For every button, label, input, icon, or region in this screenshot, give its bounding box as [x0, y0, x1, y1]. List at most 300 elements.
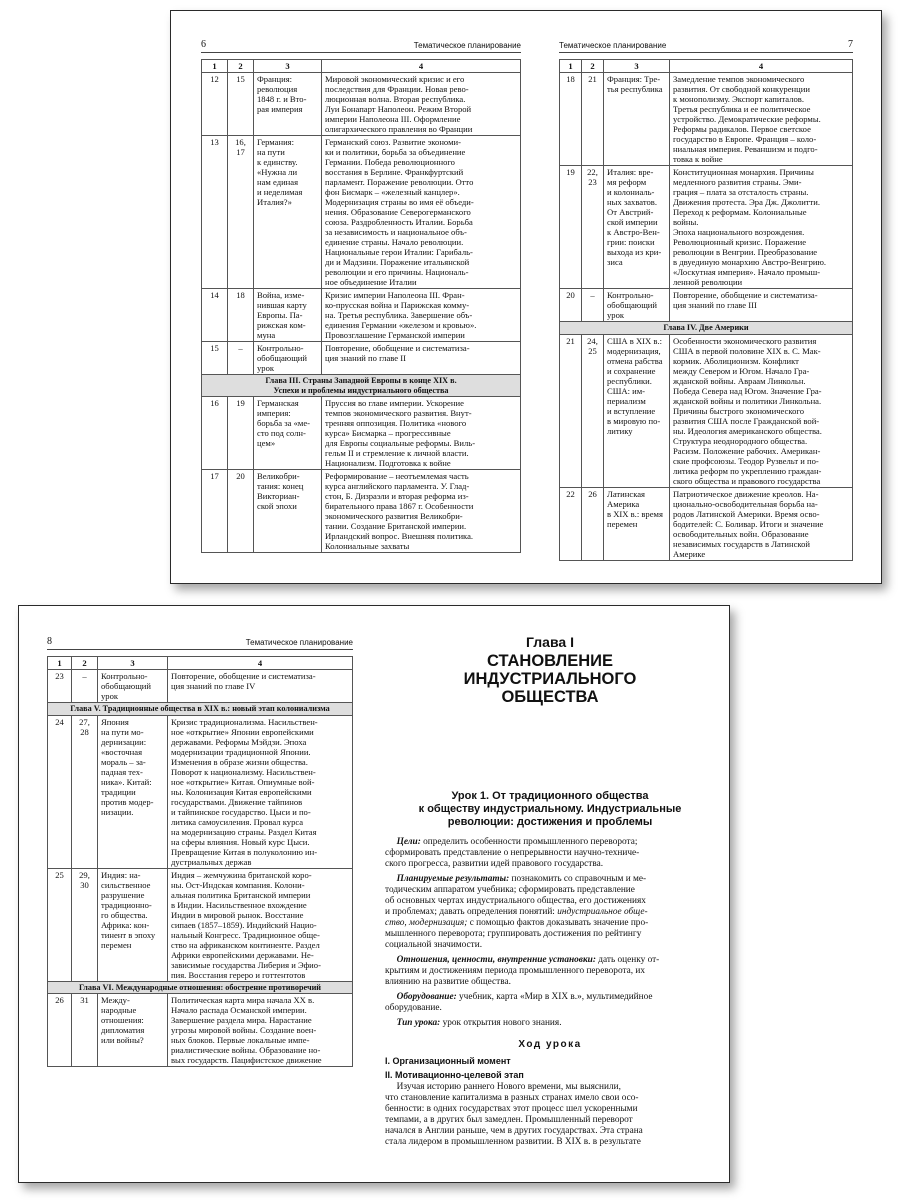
topic-line: и сохранение	[607, 365, 656, 376]
content-line: угрозы мировой войны. Создание воен-	[171, 1025, 317, 1035]
content-line: Третья республика и ее политическое	[673, 104, 811, 114]
values-line: дать оценку от-	[598, 955, 660, 965]
content-line: Индии в мировой рынок. Восстание	[171, 909, 304, 920]
topic-line: на пути мо-	[101, 726, 144, 737]
page-8	[47, 636, 353, 1067]
table-row	[202, 342, 521, 375]
content-cell	[670, 487, 853, 560]
lesson-number: 21	[582, 73, 604, 166]
topic-line: От Австрий-	[607, 207, 654, 217]
topic-line: периализм	[607, 395, 646, 406]
body-line: стала лидером в промышленном развитии. В XIX в. в результате	[385, 1137, 641, 1147]
chapter-title-line: ОБЩЕСТВА	[501, 688, 599, 706]
topic-cell	[98, 868, 168, 981]
topic-line: народные	[101, 1005, 137, 1015]
content-cell	[670, 73, 853, 166]
topic-line: дипломатия	[101, 1025, 145, 1035]
topic-line: традиции	[101, 786, 136, 797]
plan-table	[559, 59, 853, 561]
lesson-number: 26	[582, 487, 604, 560]
topic-line: Япония	[101, 716, 129, 727]
column-header: 1	[202, 60, 228, 73]
content-line: тании. Создание Британской империи.	[325, 521, 467, 531]
content-cell	[322, 397, 521, 470]
topic-cell	[98, 715, 168, 868]
content-line: Повторение, обобщение и систематиза-	[673, 290, 818, 300]
topic-line: падная тех-	[101, 766, 143, 777]
chapter-title	[385, 652, 715, 706]
content-line: государство в Европе. Франция – коло-	[673, 134, 817, 144]
topic-line: и неделимая	[257, 187, 303, 197]
chapter-cell	[48, 981, 353, 994]
row-number: 12	[202, 73, 228, 136]
content-line: Мировой экономический кризис и его	[325, 74, 465, 84]
topic-line: перемен	[101, 939, 132, 950]
content-line: Революционный кризис. Поражение	[673, 237, 807, 247]
topic-line: Германия:	[257, 137, 295, 147]
column-header: 2	[582, 60, 604, 73]
results-line: тодическим аппаратом учебника; сформировать представление	[385, 885, 635, 895]
values-label: Отношения, ценности, внутренние установки:	[396, 955, 596, 965]
content-line: Начало распада Османской империи.	[171, 1005, 307, 1015]
topic-line: го общества.	[101, 909, 148, 920]
topic-line: рижская ком-	[257, 320, 306, 330]
content-line: ны. Ост-Индская компания. Колони-	[171, 879, 305, 890]
running-header	[47, 636, 353, 650]
lesson-number: –	[582, 289, 604, 322]
page-number: 7	[848, 39, 853, 50]
column-header: 1	[560, 60, 582, 73]
section-heading: II. Мотивационно-целевой этап	[385, 1070, 524, 1080]
column-header: 3	[604, 60, 670, 73]
table-row	[560, 334, 853, 487]
chapter-cell	[560, 322, 853, 335]
content-line: парламент. Поражение революции. Отто	[325, 177, 474, 187]
content-line: ство на африканском континенте. Раздел	[171, 939, 320, 950]
content-line: Превращение Китая в полуколонию ин-	[171, 846, 318, 857]
content-line: единение страны. Начало революции.	[325, 237, 464, 247]
running-title: Тематическое планирование	[245, 638, 353, 647]
results-term: индустриальное обще-	[557, 907, 648, 917]
topic-line: к единству.	[257, 157, 298, 167]
topic-line: борьба за «ме-	[257, 418, 310, 428]
topic-line: Контрольно-	[101, 671, 148, 681]
content-line: Германии. Победа революционного	[325, 157, 455, 167]
content-line: Движения протеста. Эра Дж. Джолитти.	[673, 197, 821, 207]
topic-line: Великобри-	[257, 471, 300, 481]
topic-line: Америка	[607, 498, 640, 509]
content-line: ция знаний по главе IV	[171, 681, 256, 691]
content-line: и тайпинское государство. Цыси и по-	[171, 806, 311, 817]
content-cell	[168, 994, 353, 1067]
topic-line: грии: поиски	[607, 237, 655, 247]
topic-line: в XIX в.: время	[607, 508, 663, 519]
topic-line: зиса	[607, 257, 623, 267]
results-line: познакомить со справочным и ме-	[511, 874, 647, 884]
topic-cell	[604, 289, 670, 322]
body-line	[385, 1082, 715, 1093]
goals-line: ского прогресса, развитии идей правового государства.	[385, 859, 604, 869]
content-line: темпов экономического развития. Внут-	[325, 408, 472, 418]
content-line: Расизм. Положение рабочих. Американ-	[673, 445, 821, 456]
body-line: бенности: в одних государствах этот процесс шел ускоренными	[385, 1104, 638, 1114]
content-line: риалистические войны. Образование но-	[171, 1045, 321, 1055]
content-line: революции в Венгрии. Преобразование	[673, 247, 818, 257]
content-line: грация – плата за отсталость страны.	[673, 187, 809, 197]
chapter-title-line: ИНДУСТРИАЛЬНОГО	[463, 670, 637, 688]
goals-line: сформировать представление о непрерывности научно-техниче-	[385, 848, 640, 858]
topic-line: «Нужна ли	[257, 167, 298, 177]
topic-line: нившая карту	[257, 300, 307, 310]
content-cell	[168, 868, 353, 981]
plan-table	[201, 59, 521, 553]
content-line: развития США после Гражданской вой-	[673, 415, 820, 426]
content-line: на модернизацию страны. Раздел Китая	[171, 826, 317, 837]
topic-line: Индия: на-	[101, 869, 141, 880]
topic-line: ника». Китай:	[101, 776, 152, 787]
lesson-number: –	[228, 342, 254, 375]
lesson-number: 16, 17	[228, 136, 254, 289]
running-header	[559, 39, 853, 53]
topic-line: сильственное	[101, 879, 151, 890]
chapter-row	[202, 375, 521, 397]
content-line: Луи Бонапарт Наполеон. Режим Второй	[325, 104, 472, 114]
chapter-cell	[202, 375, 521, 397]
topic-line: цем»	[257, 438, 276, 448]
topic-line: Латинская	[607, 488, 646, 499]
table-row	[202, 73, 521, 136]
content-line: Поворот к национализму. Насильствен-	[171, 766, 316, 777]
topic-cell	[254, 289, 322, 342]
topic-line: республики.	[607, 375, 652, 386]
content-line: товка к войне	[673, 154, 723, 164]
table-row	[560, 487, 853, 560]
content-line: литика самоусиления. Провал курса	[171, 816, 304, 827]
content-line: развития. От свободной конкуренции	[673, 84, 810, 94]
values-line: влиянию на развитие общества.	[385, 977, 511, 987]
topic-line: муна	[257, 330, 276, 340]
lesson-number: 15	[228, 73, 254, 136]
content-line: ное «открытие» Японии европейскими	[171, 726, 314, 737]
topic-line: разрушение	[101, 889, 145, 900]
content-line: Конституционная монархия. Причины	[673, 167, 814, 177]
topic-line: обобщающий	[607, 300, 658, 310]
topic-line: Африка: кон-	[101, 919, 150, 930]
topic-line: мораль – за-	[101, 756, 146, 767]
values-line: крытиям и достижениям периода промышленного переворота, их	[385, 966, 646, 976]
topic-line: мя реформ	[607, 177, 647, 187]
row-number: 18	[560, 73, 582, 166]
chapter-row	[48, 703, 353, 716]
content-line: кормик. Аболиционизм. Конфликт	[673, 355, 799, 366]
content-cell	[168, 670, 353, 703]
content-line: вых государств. Пацифистское движение	[171, 1055, 322, 1065]
topic-line: перемен	[607, 518, 638, 529]
content-line: медленного развития страны. Эми-	[673, 177, 802, 187]
topic-line: против модер-	[101, 796, 154, 807]
results-paragraph	[385, 874, 715, 951]
topic-line: ных захватов.	[607, 197, 658, 207]
content-line: к монополизму. Экспорт капиталов.	[673, 94, 804, 104]
content-line: жданской войны. Авраам Линкольн.	[673, 375, 806, 386]
content-line: ционально-освободительная борьба на-	[673, 498, 818, 509]
body-line: начался в Англии раньше, чем в других государствах. Эта страна	[385, 1126, 643, 1136]
results-line: мышленного переворота; группировать достижения по рейтингу	[385, 929, 642, 939]
table-row	[560, 73, 853, 166]
content-line: Пруссия во главе империи. Ускорение	[325, 398, 464, 408]
topic-line: литику	[607, 425, 633, 436]
content-line: курса» Бисмарка – прогрессивные	[325, 428, 451, 438]
topic-cell	[604, 73, 670, 166]
results-line: с помощью фактов доказывать значение про-	[469, 918, 649, 928]
table-row	[202, 397, 521, 470]
content-line: ко-прусская война и Парижская комму-	[325, 300, 470, 310]
content-line: восстания в Берлине. Франкфуртский	[325, 167, 464, 177]
results-line: социальной значимости.	[385, 940, 483, 950]
content-line: единения Германии «железом и кровью».	[325, 320, 477, 330]
topic-line: к Австро-Вен-	[607, 227, 660, 237]
content-line: ны. Колонизация Китая европейскими	[171, 786, 312, 797]
topic-line: выхода из кри-	[607, 247, 662, 257]
content-cell	[322, 470, 521, 553]
content-line: революции и его причины. Националь-	[325, 267, 469, 277]
content-line: ниальная империя. Реваншизм и подго-	[673, 144, 818, 154]
content-line: ное объединение Италии	[325, 277, 417, 287]
content-line: ские профсоюзы. Теодор Рузвельт и по-	[673, 455, 819, 466]
topic-line: Франция:	[257, 74, 293, 84]
content-line: за независимость и национальное объ-	[325, 227, 467, 237]
chapter-heading	[385, 634, 715, 706]
content-line: между Севером и Югом. Начало Гра-	[673, 365, 810, 376]
chapter-row	[48, 981, 353, 994]
content-line: олигархического правления во Франции	[325, 124, 473, 134]
content-line: Изменения в образе жизни общества.	[171, 756, 308, 767]
content-line: Национальные герои Италии: Гарибаль-	[325, 247, 473, 257]
content-cell	[670, 289, 853, 322]
topic-cell	[254, 136, 322, 289]
table-row	[48, 715, 353, 868]
content-line: Кризис империи Наполеона III. Фран-	[325, 290, 465, 300]
column-header: 2	[72, 657, 98, 670]
topic-line: нам единая	[257, 177, 299, 187]
equipment-line: оборудование.	[385, 1003, 442, 1013]
topic-line: Германская	[257, 398, 299, 408]
lesson-number: –	[72, 670, 98, 703]
content-line: Национализм. Подготовка к войне	[325, 458, 451, 468]
column-header: 1	[48, 657, 72, 670]
column-header: 3	[254, 60, 322, 73]
table-header-row	[202, 60, 521, 73]
content-line: устройство. Демократические реформы.	[673, 114, 821, 124]
course-heading: Ход урока	[518, 1039, 582, 1050]
content-line: США в первой половине XIX в. С. Мак-	[673, 345, 821, 356]
table-row	[202, 136, 521, 289]
chapter-line: Глава III. Страны Западной Европы в конце XIX в.	[265, 376, 457, 385]
topic-line: тинент в эпоху	[101, 929, 156, 940]
content-line: последствия для Франции. Новая рево-	[325, 84, 469, 94]
table-row	[202, 470, 521, 553]
content-line: сипаев (1857–1859). Индийский Нацио-	[171, 919, 317, 930]
equipment-label: Оборудование:	[396, 992, 457, 1002]
topic-line: Италия: вре-	[607, 167, 654, 177]
row-number: 20	[560, 289, 582, 322]
table-row	[560, 166, 853, 289]
content-line: бодителей: С. Боливар. Итоги и значение	[673, 518, 824, 529]
chapter-line: Успехи и проблемы индустриального общества	[273, 385, 449, 395]
row-number: 19	[560, 166, 582, 289]
chapter-page	[385, 634, 715, 1148]
row-number: 17	[202, 470, 228, 553]
topic-line: США в XIX в.:	[607, 335, 662, 346]
topic-cell	[254, 73, 322, 136]
content-cell	[670, 334, 853, 487]
content-line: Завершение раздела мира. Нарастание	[171, 1015, 312, 1025]
running-title: Тематическое планирование	[559, 41, 667, 50]
topic-line: Викториан-	[257, 491, 300, 501]
topic-line: обобщающий	[257, 353, 308, 363]
content-cell	[168, 715, 353, 868]
content-line: Победа Севера над Югом. Значение Гра-	[673, 385, 822, 396]
content-line: Причины быстрого экономического	[673, 405, 805, 416]
content-line: в двуединую монархию Австро-Венгрию.	[673, 257, 827, 267]
topic-line: Италия?»	[257, 197, 292, 207]
chapter-row	[560, 322, 853, 335]
content-line: бирательного права 1867 г. Особенности	[325, 501, 474, 511]
topic-line: Контрольно-	[607, 290, 654, 300]
lesson-number: 29, 30	[72, 868, 98, 981]
book-spread-bottom	[18, 605, 730, 1183]
content-line: независимых государств в Латинской	[673, 538, 811, 549]
topic-line: рая империя	[257, 104, 303, 114]
chapter-line: Глава VI. Международные отношения: обострение противоречий	[78, 982, 322, 992]
row-number: 13	[202, 136, 228, 289]
content-line: войны.	[673, 217, 699, 227]
body-paragraph	[385, 1082, 715, 1148]
topic-cell	[98, 670, 168, 703]
content-line: альная политика Британской империи	[171, 889, 311, 900]
type-label: Тип урока:	[396, 1018, 441, 1028]
content-line: ского общества и правового государства	[673, 475, 821, 486]
topic-cell	[254, 342, 322, 375]
content-cell	[322, 342, 521, 375]
page-number: 6	[201, 39, 206, 50]
content-line: ди и Мадзини. Поражение итальянской	[325, 257, 470, 267]
column-header: 4	[322, 60, 521, 73]
content-line: Ирландский вопрос. Внешняя политика.	[325, 531, 474, 541]
table-header-row	[48, 657, 353, 670]
content-line: нальный Конгресс. Традиционное обще-	[171, 929, 320, 940]
results-line: об основных чертах индустриального общества, его достижениях	[385, 896, 646, 906]
lesson-number: 24, 25	[582, 334, 604, 487]
goals-label: Цели:	[396, 837, 421, 847]
table-row	[48, 994, 353, 1067]
content-line: освободительных войн. Образование	[673, 528, 809, 539]
content-line: гельм II и стремление к личной власти.	[325, 448, 469, 458]
topic-line: обобщающий	[101, 681, 152, 691]
topic-line: модернизация,	[607, 345, 661, 356]
content-line: тренняя оппозиция. Политика «нового	[325, 418, 467, 428]
content-line: зависимые государства Либерия и Эфио-	[171, 959, 321, 970]
content-line: нения. Образование Северогерманского	[325, 207, 471, 217]
row-number: 21	[560, 334, 582, 487]
row-number: 16	[202, 397, 228, 470]
topic-cell	[254, 470, 322, 553]
body-line: что становление капитализма в разных странах имело свои осо-	[385, 1093, 639, 1103]
content-line: ны. Идеология американского общества.	[673, 425, 822, 436]
lesson-number: 27, 28	[72, 715, 98, 868]
topic-cell	[604, 334, 670, 487]
results-line: и проблемах; давать определения понятий:	[385, 907, 555, 917]
goals-line: определить особенности промышленного переворота;	[423, 837, 638, 847]
topic-line: ской империи	[607, 217, 658, 227]
column-header: 2	[228, 60, 254, 73]
column-header: 4	[670, 60, 853, 73]
content-line: Америке	[673, 548, 706, 559]
content-line: державами. Реформы Мэйдзи. Эпоха	[171, 736, 307, 747]
content-line: Особенности экономического развития	[673, 335, 817, 346]
lesson-title-line: Урок 1. От традиционного общества	[451, 790, 649, 802]
content-line: государствами. Движение тайпинов	[171, 796, 303, 807]
topic-cell	[254, 397, 322, 470]
topic-line: 1848 г. и Вто-	[257, 94, 307, 104]
content-line: фон Бисмарк – «железный канцлер».	[325, 187, 460, 197]
table-row	[560, 289, 853, 322]
topic-line: урок	[257, 363, 275, 373]
topic-line: отмена рабства	[607, 355, 663, 366]
chapter-cell	[48, 703, 353, 716]
body-line: темпами, а в других был замедлен. Промышленный переворот	[385, 1115, 633, 1125]
content-line: Замедление темпов экономического	[673, 74, 805, 84]
column-header: 3	[98, 657, 168, 670]
content-line: родов Латинской Америки. Время осво-	[673, 508, 820, 519]
content-line: экономического развития Великобри-	[325, 511, 463, 521]
content-line: для Европы социальные реформы. Виль-	[325, 438, 476, 448]
content-line: на. Третья республика. Завершение объ-	[325, 310, 473, 320]
content-line: дустриальных держав	[171, 856, 252, 867]
topic-line: урок	[101, 691, 119, 701]
content-line: Повторение, обобщение и систематиза-	[171, 671, 316, 681]
content-line: ных блоков. Первые локальные импе-	[171, 1035, 310, 1045]
content-cell	[322, 136, 521, 289]
page-7	[559, 39, 853, 561]
topic-line: отношения:	[101, 1015, 144, 1025]
content-line: модернизации традиционной Японии.	[171, 746, 311, 757]
topic-line: Война, изме-	[257, 290, 305, 300]
column-header: 4	[168, 657, 353, 670]
table-row	[48, 670, 353, 703]
content-line: Провозглашение Германской империи	[325, 330, 465, 340]
topic-line: ской эпохи	[257, 501, 297, 511]
topic-line: и колониаль-	[607, 187, 655, 197]
topic-line: революция	[257, 84, 298, 94]
lesson-number: 20	[228, 470, 254, 553]
content-line: Эпоха национального возрождения.	[673, 227, 805, 237]
content-cell	[322, 289, 521, 342]
results-label: Планируемые результаты:	[396, 874, 510, 884]
topic-line: или войны?	[101, 1035, 144, 1045]
content-line: Кризис традиционализма. Насильствен-	[171, 716, 318, 727]
content-line: ция знаний по главе II	[325, 353, 406, 363]
topic-line: империя:	[257, 408, 291, 418]
topic-line: на пути	[257, 147, 285, 157]
row-number: 14	[202, 289, 228, 342]
row-number: 22	[560, 487, 582, 560]
content-line: Патриотическое движение креолов. На-	[673, 488, 819, 499]
type-text: урок открытия нового знания.	[442, 1018, 562, 1028]
topic-line: Контрольно-	[257, 343, 304, 353]
equipment-paragraph	[385, 992, 715, 1014]
content-line: литика реформ по укреплению граждан-	[673, 465, 822, 476]
